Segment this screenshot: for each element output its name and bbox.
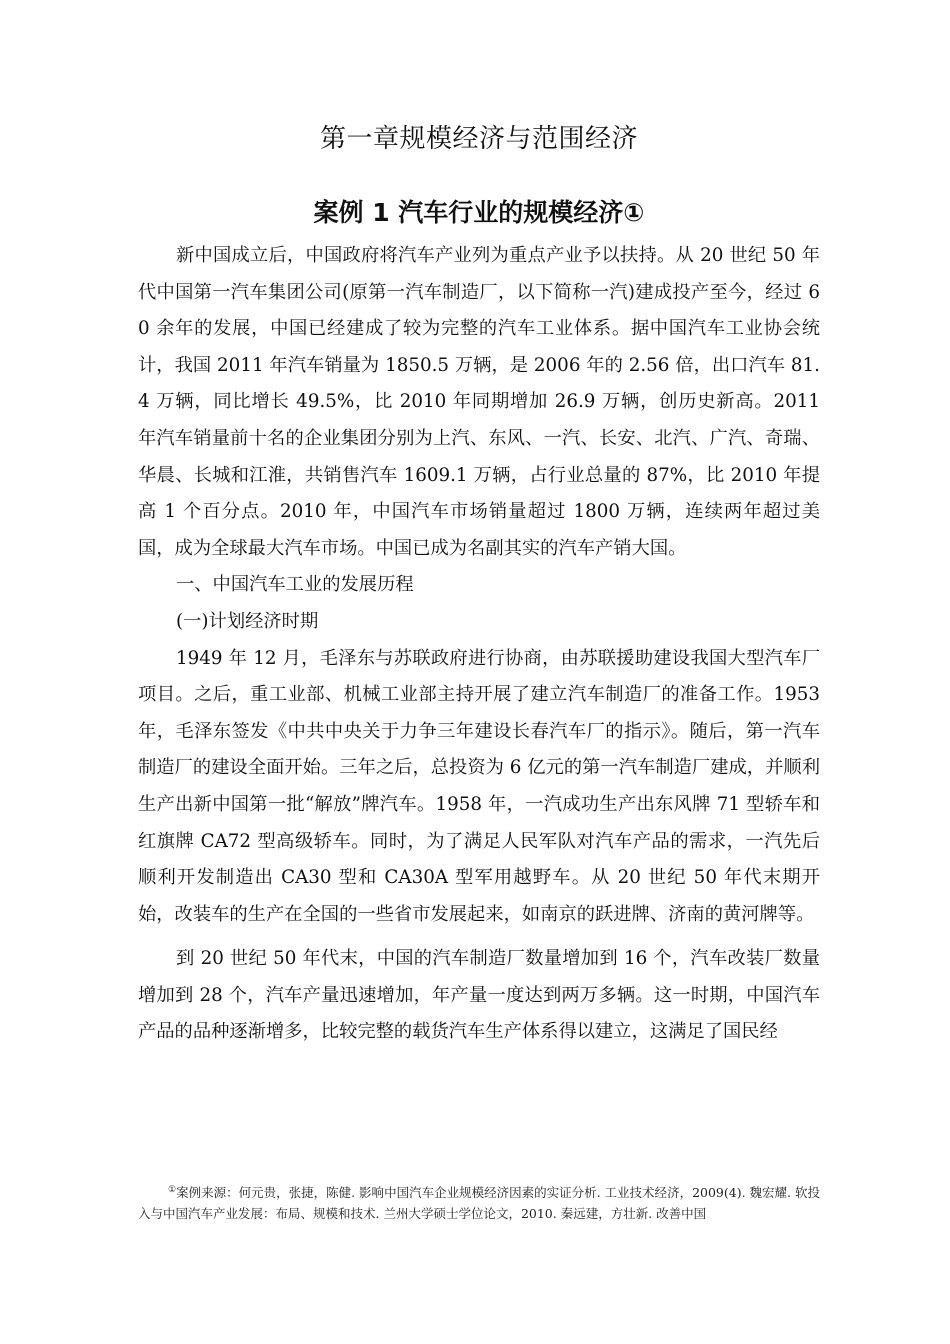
paragraph-growth: 到 20 世纪 50 年代末，中国的汽车制造厂数量增加到 16 个，汽车改装厂数量增加到 28 个，汽车产量迅速增加，年产量一度达到两万多辆。这一时期，中国汽车产品的品种逐渐增多，比较完整的载货汽车生产体系得以建立，这满足了国民经 (138, 948, 820, 1043)
case-title: 案例 1 汽车行业的规模经济① (313, 197, 645, 227)
subsection-heading: (一)计划经济时期 (176, 610, 319, 632)
footnote-marker: ① (168, 1185, 177, 1195)
paragraph-intro: 新中国成立后，中国政府将汽车产业列为重点产业予以扶持。从 20 世纪 50 年代中国第一汽车集团公司(原第一汽车制造厂，以下简称一汽)建成投产至今，经过 60 余年的发展，中国已经建成了较为完整的汽车工业体系。据中国汽车工业协会统计，我国 2011 年汽车销量为 1850.5 万辆，是 2006 年的 2.56 倍，出口汽车 81.4 万辆，同比增长 49.5%，比 2010 年同期增加 26.9 万辆，创历史新高。2011 年汽车销量前十名的企业集团分别为上汽、东风、一汽、长安、北汽、广汽、奇瑞、华晨、长城和江淮，共销售汽车 1609.1 万辆，占行业总量的 87%，比 2010 年提高 1 个百分点。2010 年，中国汽车市场销量超过 1800 万辆，连续两年超过美国，成为全球最大汽车市场。中国已成为名副其实的汽车产销大国。 (138, 245, 820, 559)
footnote-text: 案例来源：何元贵，张捷，陈健. 影响中国汽车企业规模经济因素的实证分析. 工业技术经济，2009(4). 魏宏耀. 软投入与中国汽车产业发展：布局、规模和技术. 兰州大学硕士学位论文，2010. 秦远建，方壮新. 改善中国 (138, 1185, 820, 1222)
section-heading: 一、中国汽车工业的发展历程 (176, 574, 414, 596)
chapter-title: 第一章规模经济与范围经济 (319, 124, 638, 155)
document-body (138, 238, 820, 1051)
footnote-area (138, 1180, 820, 1224)
document-page (138, 0, 820, 1344)
paragraph-history: 1949 年 12 月，毛泽东与苏联政府进行协商，由苏联援助建设我国大型汽车厂项目。之后，重工业部、机械工业部主持开展了建立汽车制造厂的准备工作。1953 年，毛泽东签发《中共中央关于力争三年建设长春汽车厂的指示》。随后，第一汽车制造厂的建设全面开始。三年之后，总投资为 6 亿元的第一汽车制造厂建成，并顺利生产出新中国第一批“解放”牌汽车。1958 年，一汽成功生产出东风牌 71 型轿车和红旗牌 CA72 型高级轿车。同时，为了满足人民军队对汽车产品的需求，一汽先后顺利开发制造出 CA30 型和 CA30A 型军用越野车。从 20 世纪 50 年代末期开始，改装车的生产在全国的一些省市发展起来，如南京的跃进牌、济南的黄河牌等。 (138, 647, 820, 925)
footnote (138, 1180, 820, 1224)
